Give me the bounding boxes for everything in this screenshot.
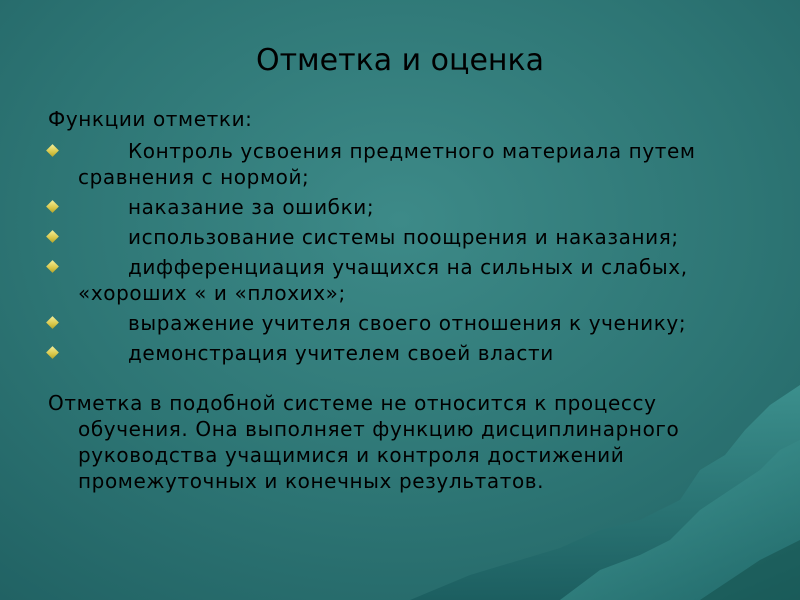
slide-title: Отметка и оценка xyxy=(255,43,545,78)
bullet-item xyxy=(48,254,768,306)
bullet-item xyxy=(48,310,768,336)
diamond-bullet-icon xyxy=(46,260,59,273)
summary-paragraph: Отметка в подобной системе не относится к процессу обучения. Она выполняет функцию дисциплинарного руководства учащимися и контроля достижений промежуточных и конечных результатов. xyxy=(48,391,680,493)
bullet-text: демонстрация учителем своей власти xyxy=(128,341,554,365)
bullet-text: дифференциация учащихся на сильных и слабых, «хороших « и «плохих»; xyxy=(78,255,688,305)
section-heading: Функции отметки: xyxy=(48,107,253,131)
bullet-text: выражение учителя своего отношения к ученику; xyxy=(128,311,687,335)
slide-content xyxy=(48,106,768,494)
diamond-bullet-icon xyxy=(46,144,59,157)
diamond-bullet-icon xyxy=(46,316,59,329)
bullet-item xyxy=(48,340,768,366)
diamond-bullet-icon xyxy=(46,230,59,243)
bullet-item xyxy=(48,138,768,190)
diamond-bullet-icon xyxy=(46,200,59,213)
bullet-item xyxy=(48,224,768,250)
diamond-bullet-icon xyxy=(46,346,59,359)
bullet-text: наказание за ошибки; xyxy=(128,195,375,219)
bullet-item xyxy=(48,194,768,220)
bullet-list xyxy=(48,138,768,366)
bullet-text: использование системы поощрения и наказания; xyxy=(128,225,679,249)
bullet-text: Контроль усвоения предметного материала путем сравнения с нормой; xyxy=(78,139,696,189)
